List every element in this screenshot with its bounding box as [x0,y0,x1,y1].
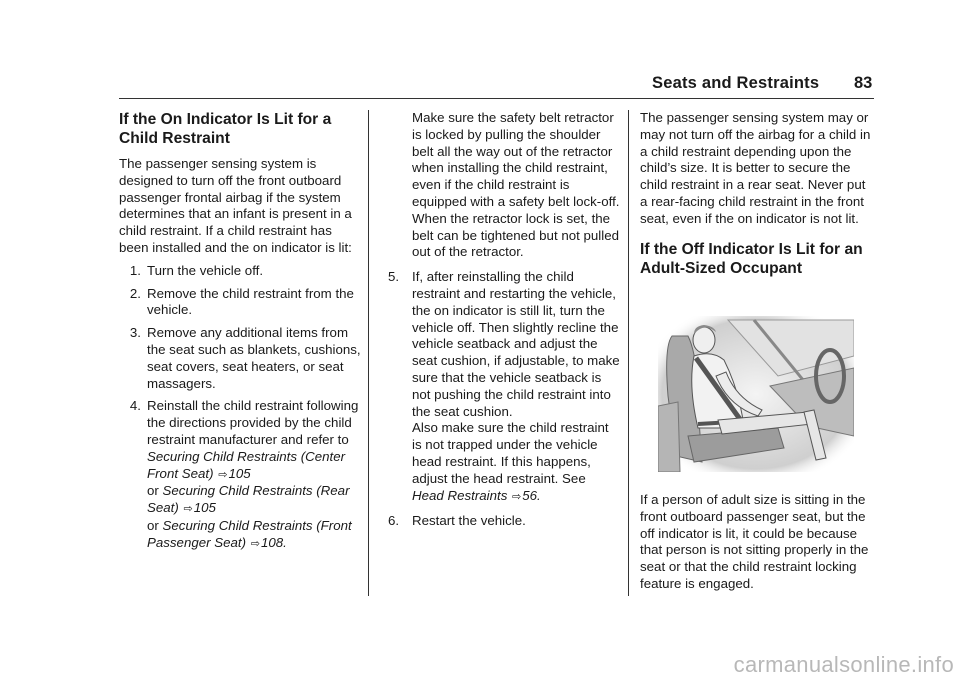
column-divider-2 [628,110,629,596]
page-ref-arrow-icon: ⇨ [218,468,228,481]
ref-page: 105 [193,500,216,516]
ref-link-head-restraints[interactable]: Head Restraints [412,487,508,503]
ref-link-front-passenger[interactable]: Securing Child Restraints (Front Passenger Seat) [147,517,352,550]
step-number: 4. [129,398,141,414]
ref-page: 105 [228,465,251,481]
column-2 [388,110,620,530]
or-text: or [147,517,159,533]
child-size-paragraph: The passenger sensing system may or may not turn off the airbag for a child in a child restraint depending upon the child’s size. It is better to secure the child restraint in a rear seat. Never put a rear-facing child restraint in the front seat, even if the on indicator is not lit. [640,110,871,226]
ref-page: 108. [260,534,287,550]
step-text: Reinstall the child restraint following the directions provided by the child restraint manufacturer and refer to [147,398,359,447]
ref-page: 56. [522,487,541,503]
watermark-text: carmanualsonline.info [733,652,954,677]
step-text: Turn the vehicle off. [147,262,264,278]
step-text: Remove any additional items from the seat such as blankets, cushions, seat covers, seat heaters, or seat massagers. [147,325,361,391]
intro-paragraph: The passenger sensing system is designed to turn off the front outboard passenger frontal airbag if the system determines that an infant is present in a child restraint. If a child restraint has been installed and the on indicator is lit: [119,156,352,255]
ref-link-rear-seat[interactable]: Securing Child Restraints (Rear Seat) [147,483,350,516]
step-4 [119,398,361,552]
column-divider-1 [368,110,369,596]
adult-off-indicator-paragraph: If a person of adult size is sitting in the front outboard passenger seat, but the off indicator is lit, it could be because that person is not sitting properly in the seat or that the child restraint locking feature is engaged. [640,492,869,591]
page-ref-arrow-icon: ⇨ [250,537,260,550]
step-6 [388,513,620,530]
or-text: or [147,483,159,499]
step-text: Remove the child restraint from the vehicle. [147,285,354,318]
step-number: 1. [129,262,141,278]
heading-on-indicator: If the On Indicator Is Lit for a Child Restraint [119,111,332,147]
step-number: 2. [129,285,141,301]
step-3 [119,325,361,392]
ref-link-center-front[interactable]: Securing Child Restraints (Center Front Seat) [147,448,346,481]
column-1 [119,110,361,553]
heading-off-indicator: If the Off Indicator Is Lit for an Adult-Sized Occupant [640,240,863,277]
step-4-continued: Make sure the safety belt retractor is locked by pulling the shoulder belt all the way out of the retractor when installing the child restraint, even if the child restraint is equipped with a safety belt lock-off. When the retractor lock is set, the belt can be tightened but not pulled out of the retractor. [412,110,620,260]
column-3 [640,110,876,286]
column-3-lower [640,492,876,593]
step-1 [119,263,361,280]
section-title: Seats and Restraints [652,74,820,92]
step-number: 6. [388,513,400,529]
step-number: 5. [388,269,400,285]
page-ref-arrow-icon: ⇨ [183,503,193,516]
step-5-sub-text: Also make sure the child restraint is not trapped under the vehicle head restraint. If this happens, adjust the head restraint. See [412,420,609,486]
page-ref-arrow-icon: ⇨ [512,490,522,503]
step-5-subparagraph [388,420,620,505]
step-number: 3. [129,325,141,341]
step-text: If, after reinstalling the child restraint and restarting the vehicle, the on indicator is still lit, turn the vehicle off. Then slightly recline the vehicle seatback and adjust the seat cushion, if adjustable, to make sure that the vehicle seatback is not pushing the child restraint into the seat cushion. [412,269,620,419]
page-number: 83 [854,74,873,92]
step-2 [119,286,361,320]
step-5 [388,269,620,420]
header-rule [119,98,874,99]
adult-passenger-seated-illustration [658,316,854,472]
step-text: Restart the vehicle. [412,513,526,529]
